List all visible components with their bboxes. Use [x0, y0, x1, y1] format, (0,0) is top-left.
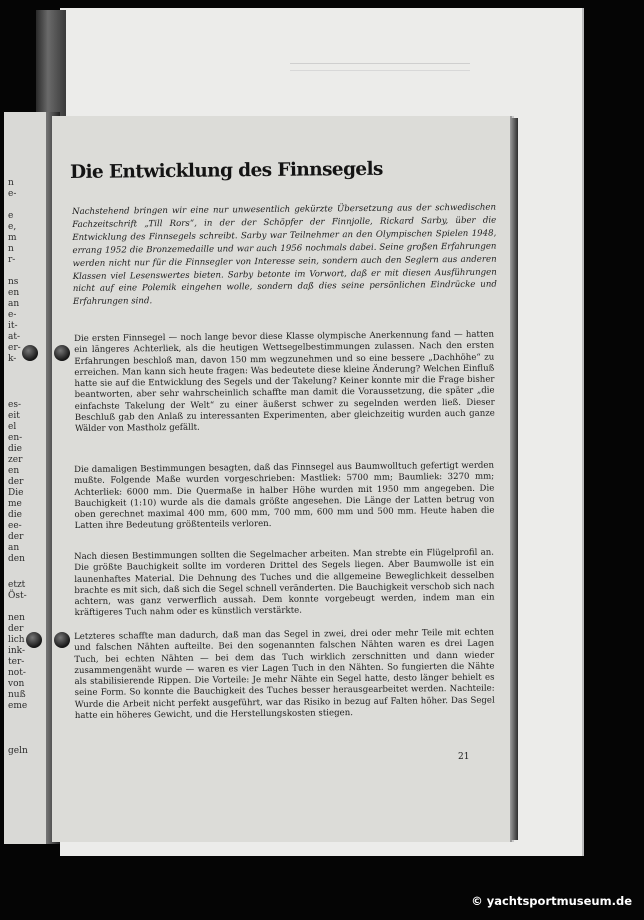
left-page-fragment: geln	[8, 746, 28, 756]
left-page-fragment: es- eit el en- die zer en der Die me die ee- der an den	[8, 400, 25, 564]
article-paragraph: Nach diesen Bestimmungen sollten die Segelmacher arbeiten. Man strebte ein Flügelprofil an. Die größte Bauchigkeit sollte im vorderen Drittel des Segels liegen. Aber Baumwolle ist ein launenhaftes Material. Die Dehnung des Tuches und die allgemeine Beweglichkeit desselben brachte es mit sich, daß sich die Segel schnell veränderten. Die Bauchigkeit verschob sich nach achtern, was ganz verwerflich aussah. Dem konnte vorgebeugt werden, indem man ein kräftigeres Tuch nahm oder es künstlich verstärkte.	[74, 547, 495, 619]
page-stack-edge	[510, 118, 518, 840]
article-page	[52, 116, 510, 842]
page-number: 21	[458, 752, 470, 762]
left-page-fragment: n e- e e, m n r- ns en an e- it- at- er- k-	[8, 178, 21, 364]
binder-hole-icon	[54, 345, 70, 361]
binder-hole-icon	[54, 632, 70, 648]
article-title: Die Entwicklung des Finnsegels	[70, 158, 383, 183]
article-intro: Nachstehend bringen wir eine nur unwesentlich gekürzte Übersetzung aus der schwedischen Fachzeitschrift „Till Rors“, in der der Schöpfer der Finnjolle, Rickard Sarby, über die Entwicklung des Finnsegels schreibt. Sarby war Teilnehmer an den Olympischen Spielen 1948, errang 1952 die Bronzemedaille und war auch 1956 nochmals dabei. Seine großen Erfahrungen werden nicht nur für die Finnsegler von Interesse sein, sondern auch den Seglern aus anderen Klassen viel Lesenswertes bieten. Sarby betonte im Vorwort, daß er mit diesen Ausführungen nicht auf eine Polemik eingehen wolle, sondern daß dies seine persönlichen Eindrücke und Erfahrungen sind.	[72, 202, 497, 308]
left-page-fragment: etzt Öst- nen der lich ink- ter- not- von nuß eme	[8, 580, 28, 711]
copyright-watermark: © yachtsportmuseum.de	[471, 894, 632, 908]
book-spine	[36, 10, 66, 116]
binder-hole-icon	[22, 345, 38, 361]
binder-hole-icon	[26, 632, 42, 648]
article-paragraph: Die damaligen Bestimmungen besagten, daß das Finnsegel aus Baumwolltuch gefertigt werden mußte. Folgende Maße wurden vorgeschrieben: Mastliek: 5700 mm; Baumliek: 3270 mm; Achterliek: 6000 mm. Die Quermaße in halber Höhe wurden mit 1950 mm angegeben. Die Bauchigkeit (1:10) wurde als die damals größte angesehen. Die Länge der Latten betrug von oben gerechnet maximal 400 mm, 600 mm, 700 mm, 600 mm und 500 mm. Heute haben die Latten ihre Bedeutung größtenteils verloren.	[74, 460, 495, 532]
article-paragraph: Letzteres schaffte man dadurch, daß man das Segel in zwei, drei oder mehr Teile mit echten und falschen Nähten aufteilte. Bei den sogenannten falschen Nähten waren es drei Lagen Tuch, bei echten Nähten — bei dem das Tuch wirklich zerschnitten und dann wieder zusammengenäht wurde — waren es vier Lagen Tuch in den Nähten. So fungierten die Nähte als stabilisierende Rippen. Die Vorteile: Je mehr Nähte ein Segel hatte, desto länger behielt es seine Form. So konnte die Bauchigkeit des Tuches besser herausgearbeitet werden. Nachteile: Wurde die Arbeit nicht perfekt ausgeführt, war das Risiko in bezug auf Falten höher. Das Segel hatte ein höheres Gewicht, und die Herstellungskosten stiegen.	[74, 627, 495, 722]
background-page-marks	[290, 63, 470, 71]
article-paragraph: Die ersten Finnsegel — noch lange bevor diese Klasse olympische Anerkennung fand — hatten ein längeres Achterliek, als die heutigen Wettsegelbestimmungen zulassen. Nach den ersten Erfahrungen beschloß man, davon 150 mm wegzunehmen und so eine bessere „Dachhöhe“ zu erreichen. Man kann sich heute fragen: Was bedeutete diese kleine Änderung? Welchen Einfluß hatte sie auf die Entwicklung des Segels und der Takelung? Keiner konnte mir die Frage bisher beantworten, aber sehr wahrscheinlich schaffte man damit die Voraussetzung, die später „die einfachste Takelung der Welt“ zu einer äußerst schwer zu segelnden werden ließ. Dieser Beschluß gab den Anlaß zu interessanten Experimenten, aber gleichzeitig wurden auch ganze Wälder von Mastholz gefällt.	[74, 329, 495, 435]
